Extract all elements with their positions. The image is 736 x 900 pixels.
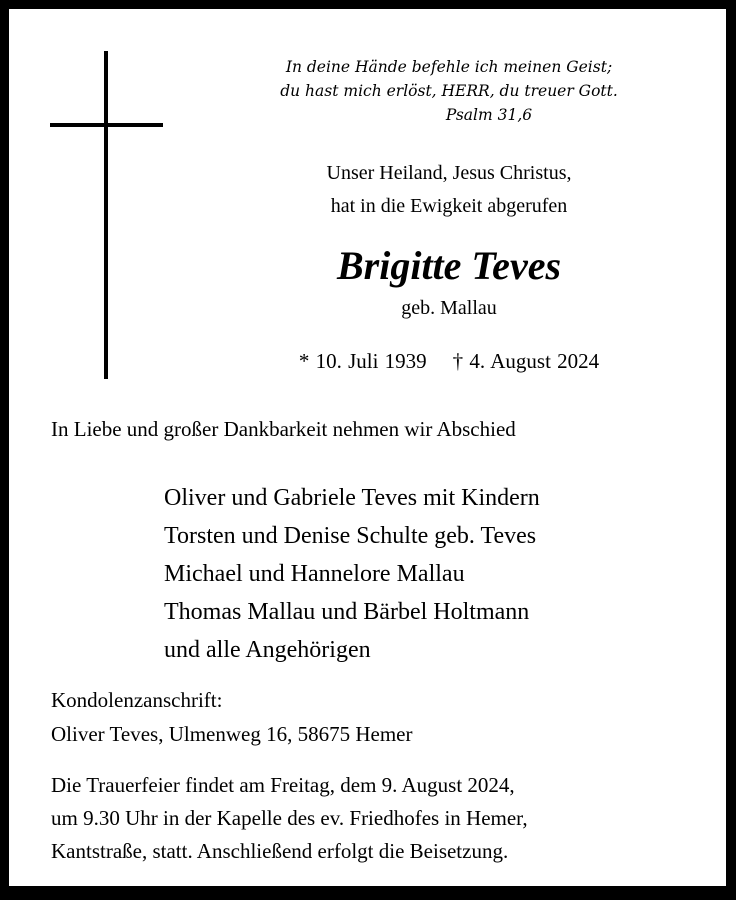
bible-verse [239, 55, 659, 127]
maiden-name: geb. Mallau [401, 297, 497, 319]
family-member: Oliver und Gabriele Teves mit Kindern [164, 485, 540, 511]
condolence-label: Kondolenzanschrift: [51, 688, 223, 712]
family-member: und alle Angehörigen [164, 637, 371, 663]
intro-line-2: hat in die Ewigkeit abgerufen [330, 195, 568, 217]
birth-date: * 10. Juli 1939 [298, 349, 427, 373]
family-member: Thomas Mallau und Bärbel Holtmann [164, 599, 530, 625]
verse-line-1: In deine Hände befehle ich meinen Geist; [285, 58, 613, 76]
intro-line-1: Unser Heiland, Jesus Christus, [326, 162, 572, 184]
funeral-service-info [51, 769, 723, 868]
farewell-text: In Liebe und großer Dankbarkeit nehmen wir Abschied [51, 417, 516, 441]
obituary-card [9, 9, 726, 886]
condolence-address-line: Oliver Teves, Ulmenweg 16, 58675 Hemer [51, 722, 413, 746]
condolence-address [51, 683, 711, 751]
death-date: † 4. August 2024 [452, 349, 600, 373]
family-list [164, 479, 724, 669]
cross-icon-horizontal [50, 123, 163, 127]
family-member: Michael und Hannelore Mallau [164, 561, 465, 587]
verse-reference: Psalm 31,6 [445, 106, 533, 124]
service-line-3: Kantstraße, statt. Anschließend erfolgt die Beisetzung. [51, 839, 509, 863]
deceased-name: Brigitte Teves [336, 243, 562, 288]
life-dates [199, 349, 699, 374]
intro-text [229, 157, 669, 223]
verse-line-2: du hast mich erlöst, HERR, du treuer Gott. [280, 82, 618, 100]
service-line-1: Die Trauerfeier findet am Freitag, dem 9. August 2024, [51, 773, 515, 797]
family-member: Torsten und Denise Schulte geb. Teves [164, 523, 537, 549]
cross-icon-vertical [104, 51, 108, 379]
service-line-2: um 9.30 Uhr in der Kapelle des ev. Friedhofes in Hemer, [51, 806, 528, 830]
